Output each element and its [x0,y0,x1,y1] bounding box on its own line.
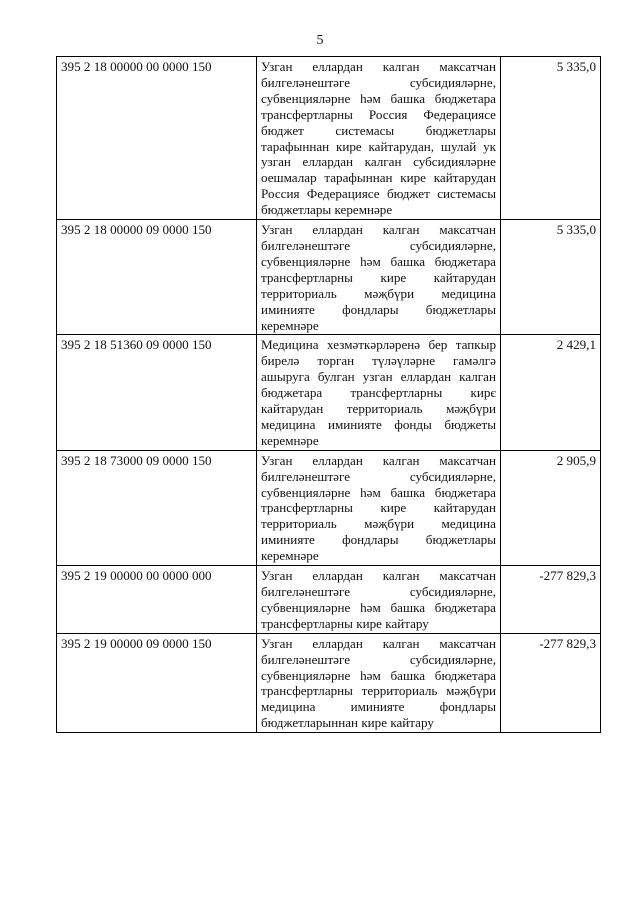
table-row [57,57,601,220]
budget-code-cell: 395 2 19 00000 00 0000 000 [57,566,257,634]
amount-cell: 5 335,0 [501,57,601,220]
budget-code-cell: 395 2 18 00000 00 0000 150 [57,57,257,220]
amount-cell: -277 829,3 [501,566,601,634]
table-row [57,335,601,450]
table-row [57,450,601,565]
table-row [57,566,601,634]
description-cell: Узган еллардан калган максатчан билгеләнештәге субсидияләрне, субвенцияләрне һәм башка бюджетара трансфертларны кире кайтару [257,566,501,634]
amount-cell: 5 335,0 [501,220,601,335]
amount-cell: 2 905,9 [501,450,601,565]
amount-cell: 2 429,1 [501,335,601,450]
description-cell: Узган еллардан калган максатчан билгеләнештәге субсидияләрне, субвенцияләрне һәм башка бюджетара трансфертларны Россия Федерациясе бюджет системасы бюджетлары тарафыннан кире кайтарудан, шулай ук узган еллардан калган субсидияләрне оешмалар тарафыннан кире кайтарудан Россия Федерациясе бюджет системасы бюджетлары керемнәре [257,57,501,220]
description-cell: Узган еллардан калган максатчан билгеләнештәге субсидияләрне, субвенцияләрне һәм башка бюджетара трансфертларны кире кайтарудан территориаль мәҗбүри медицина иминияте фондлары бюджетлары керемнәре [257,450,501,565]
budget-code-cell: 395 2 18 73000 09 0000 150 [57,450,257,565]
table-row [57,220,601,335]
description-cell: Узган еллардан калган максатчан билгеләнештәге субсидияләрне, субвенцияләрне һәм башка бюджетара трансфертларны территориаль мәҗбүри медицина иминияте фондлары бюджетларыннан кире кайтару [257,633,501,732]
table-row [57,633,601,732]
page-number: 5 [316,33,324,48]
budget-revenue-table [56,56,601,733]
description-cell: Медицина хезмәткәрләренә бер тапкыр бирелә торган түләүләрне гамәлгә ашыруга булган узган еллардан калган бюджетара трансфертларны кирє кайтарудан территориаль мәҗбүри медицина иминияте фонды бюджеты керемнәре [257,335,501,450]
budget-code-cell: 395 2 19 00000 09 0000 150 [57,633,257,732]
budget-code-cell: 395 2 18 00000 09 0000 150 [57,220,257,335]
description-cell: Узган еллардан калган максатчан билгеләнештәге субсидияләрне, субвенцияләрне һәм башка бюджетара трансфертларны кире кайтарудан территориаль мәҗбүри медицина иминияте фондлары бюджетлары керемнәре [257,220,501,335]
budget-code-cell: 395 2 18 51360 09 0000 150 [57,335,257,450]
amount-cell: -277 829,3 [501,633,601,732]
